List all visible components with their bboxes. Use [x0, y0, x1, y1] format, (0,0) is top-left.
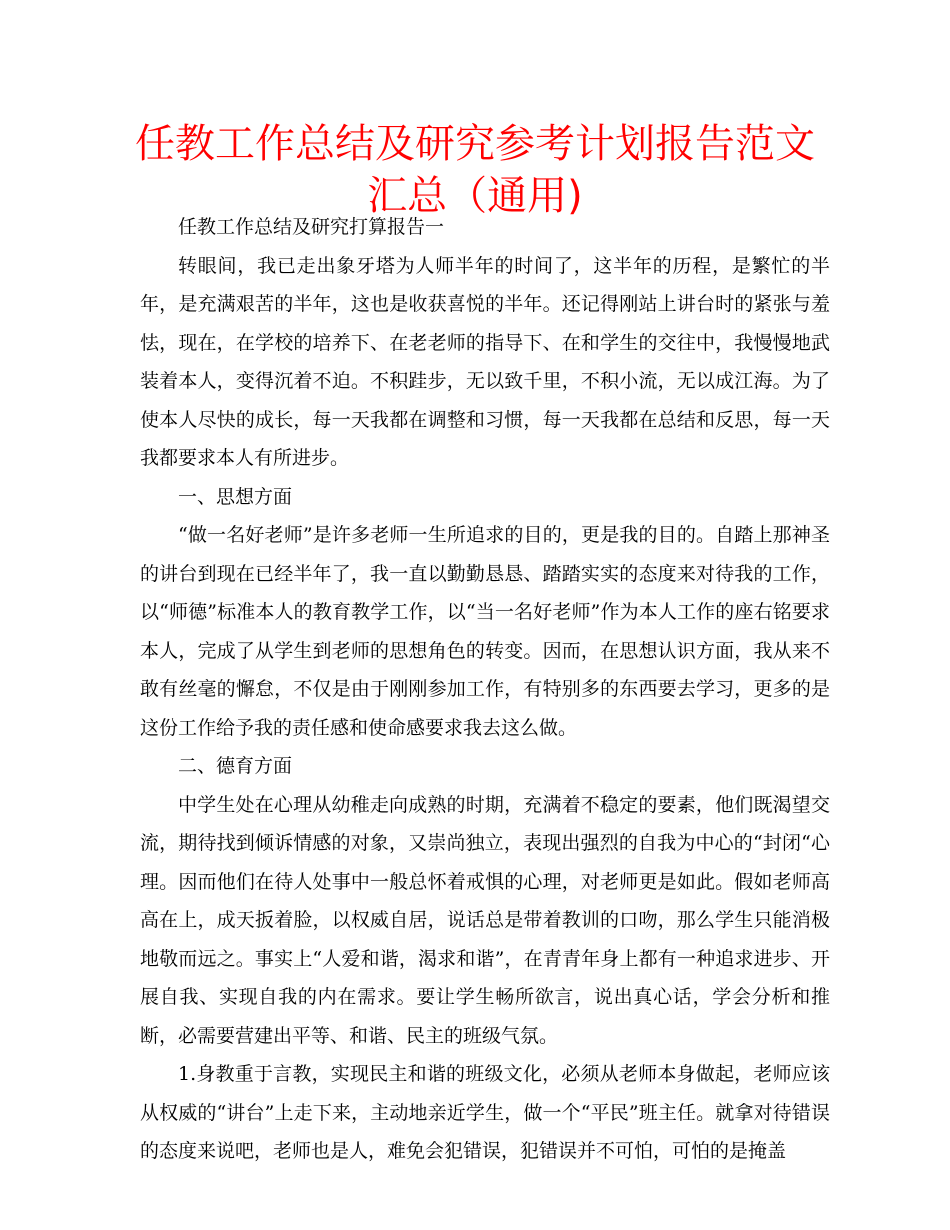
section-heading: 二、德育方面 — [178, 755, 293, 777]
body-paragraph: 中学生处在心理从幼稚走向成熟的时期，充满着不稳定的要素，他们既渴望交流，期待找到倾诉情感的对象，又崇尚独立，表现出强烈的自我为中心的“封闭“心理。因而他们在待人处事中一般总怀着戒惧的心理，对老师更是如此。假如老师高高在上，成天扳着脸，以权威自居，说话总是带着教训的口吻，那么学生只能消极地敬而远之。事实上“人爱和谐，渴求和谐”，在青青年身上都有一种追求进步、开展自我、实现自我的内在需求。要让学生畅所欲言，说出真心话，学会分析和推断，必需要营建出平等、和谐、民主的班级气氛。 — [140, 793, 830, 1047]
body-paragraph: 转眼间，我已走出象牙塔为人师半年的时间了，这半年的历程，是繁忙的半年，是充满艰苦的半年，这也是收获喜悦的半年。还记得刚站上讲台时的紧张与羞怯，现在，在学校的培养下、在老老师的指导下、在和学生的交往中，我慢慢地武装着本人，变得沉着不迫。不积跬步，无以致千里，不积小流，无以成江海。为了使本人尽快的成长，每一天我都在调整和习惯，每一天我都在总结和反思，每一天我都要求本人有所进步。 — [140, 254, 830, 469]
document-title: 任教工作总结及研究参考计划报告范文汇总（通用) — [135, 121, 815, 219]
document-body — [140, 208, 830, 1171]
body-paragraph: “做一名好老师”是许多老师一生所追求的目的，更是我的目的。自踏上那神圣的讲台到现在已经半年了，我一直以勤勤恳恳、踏踏实实的态度来对待我的工作，以“师德”标准本人的教育教学工作，以“当一名好老师”作为本人工作的座右铭要求本人，完成了从学生到老师的思想角色的转变。因而，在思想认识方面，我从来不敢有丝毫的懈怠，不仅是由于刚刚参加工作，有特别多的东西要去学习，更多的是这份工作给予我的责任感和使命感要求我去这么做。 — [140, 524, 830, 739]
section-heading: 任教工作总结及研究打算报告一 — [178, 216, 445, 238]
body-paragraph: 1.身教重于言教，实现民主和谐的班级文化，必须从老师本身做起，老师应该从权威的“讲台”上走下来，主动地亲近学生，做一个“平民”班主任。就拿对待错误的态度来说吧，老师也是人，难免会犯错误，犯错误并不可怕，可怕的是掩盖 — [140, 1063, 830, 1162]
section-heading: 一、思想方面 — [178, 485, 293, 508]
